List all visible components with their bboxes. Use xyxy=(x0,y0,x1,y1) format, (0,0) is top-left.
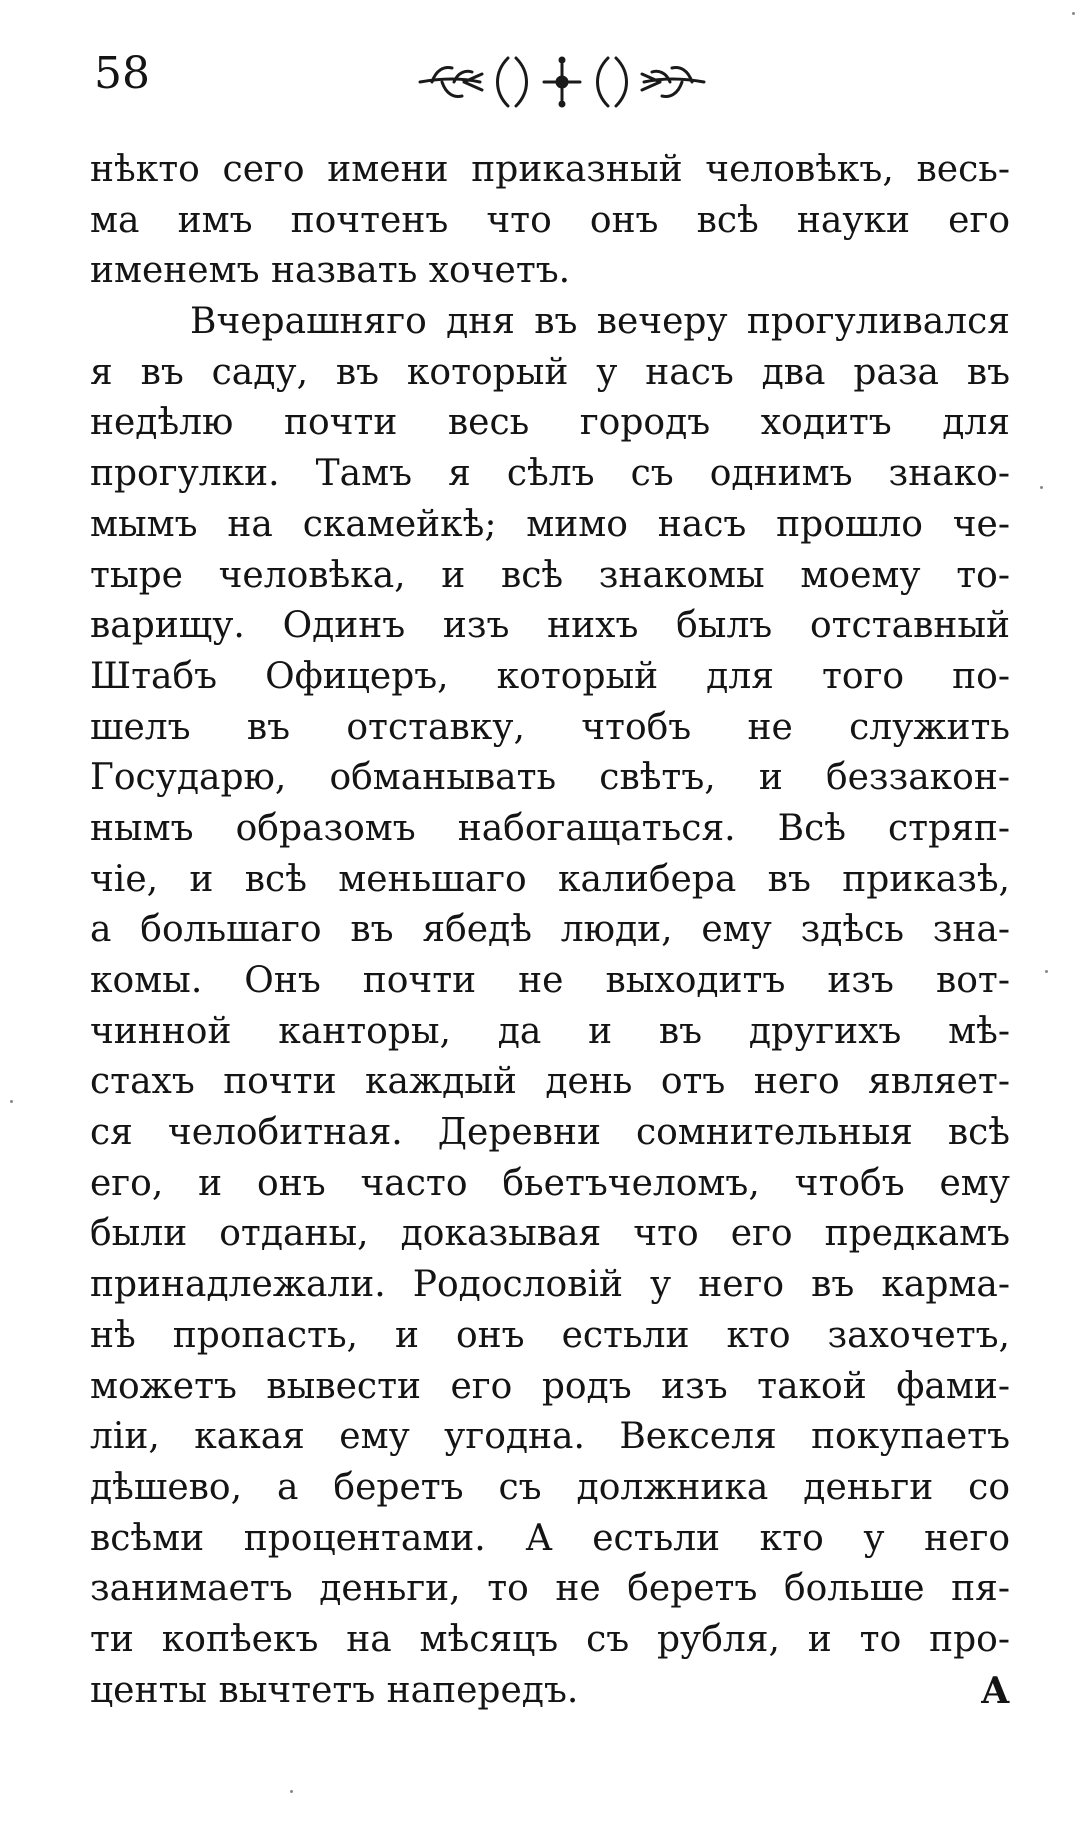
print-speck xyxy=(1045,970,1048,973)
text-line: мымъ на скамейкѣ; мимо насъ прошло че- xyxy=(90,503,1010,545)
final-line-text: центы вычтетъ напередъ. xyxy=(90,1669,579,1711)
text-line: ти копѣекъ на мѣсяцъ съ рубля, и то про- xyxy=(90,1618,1010,1660)
text-line: стахъ почти каждый день отъ него являет- xyxy=(90,1061,1010,1103)
text-line: тыре человѣка, и всѣ знакомы моему то- xyxy=(90,554,1010,596)
headpiece-ornament-icon xyxy=(412,48,712,110)
text-line: были отданы, доказывая что его предкамъ xyxy=(90,1213,1010,1255)
text-line: дѣшево, а беретъ съ должника деньги со xyxy=(90,1466,1010,1508)
text-line: его, и онъ часто бьетъчеломъ, чтобъ ему xyxy=(90,1162,1010,1204)
paragraph-start-line: Вчерашняго дня въ вечеру прогуливался xyxy=(190,301,1010,343)
text-line: чіе, и всѣ меньшаго калибера въ приказѣ, xyxy=(90,858,1010,900)
text-line: нымъ образомъ набогащаться. Всѣ стряп- xyxy=(90,807,1010,849)
text-line: нѣ пропасть, и онъ естьли кто захочетъ, xyxy=(90,1314,1010,1356)
print-speck xyxy=(1040,486,1043,489)
text-line: принадлежали. Родословій у него въ карма- xyxy=(90,1264,1010,1306)
text-line: ся челобитная. Деревни сомнительныя всѣ xyxy=(90,1112,1010,1154)
text-line: шелъ въ отставку, чтобъ не служить xyxy=(90,706,1010,748)
text-line: нѣкто сего имени приказный человѣкъ, весь- xyxy=(90,149,1010,190)
catchword: А xyxy=(980,1669,1010,1712)
text-line: ліи, какая ему угодна. Векселя покупаетъ xyxy=(90,1416,1010,1458)
text-line: Государю, обманывать свѣтъ, и беззакон- xyxy=(90,757,1010,799)
text-line: чинной канторы, да и въ другихъ мѣ- xyxy=(90,1010,1010,1052)
text-line: комы. Онъ почти не выходитъ изъ вот- xyxy=(90,960,1010,1001)
page-number: 58 xyxy=(94,48,150,99)
text-line: именемъ назвать хочетъ. xyxy=(90,250,571,292)
text-line: Штабъ Офицеръ, который для того по- xyxy=(90,655,1010,697)
text-line: варищу. Одинъ изъ нихъ былъ отставный xyxy=(90,605,1010,647)
final-line xyxy=(90,1666,1010,1717)
body-text xyxy=(90,145,1010,1716)
text-line: я въ саду, въ который у насъ два раза въ xyxy=(90,351,1010,393)
text-line: прогулки. Тамъ я сѣлъ съ однимъ знако- xyxy=(90,453,1010,495)
print-speck xyxy=(1072,12,1075,15)
text-line: всѣми процентами. А естьли кто у него xyxy=(90,1517,1010,1559)
print-speck xyxy=(10,1100,13,1103)
text-line: а большаго въ ябедѣ люди, ему здѣсь зна- xyxy=(90,909,1010,951)
text-line: занимаетъ деньги, то не беретъ больше пя- xyxy=(90,1568,1010,1610)
print-speck xyxy=(290,1790,293,1793)
text-line: можетъ вывести его родъ изъ такой фами- xyxy=(90,1365,1010,1407)
text-line: недѣлю почти весь городъ ходитъ для xyxy=(90,402,1010,444)
text-line: ма имъ почтенъ что онъ всѣ науки его xyxy=(90,199,1010,241)
